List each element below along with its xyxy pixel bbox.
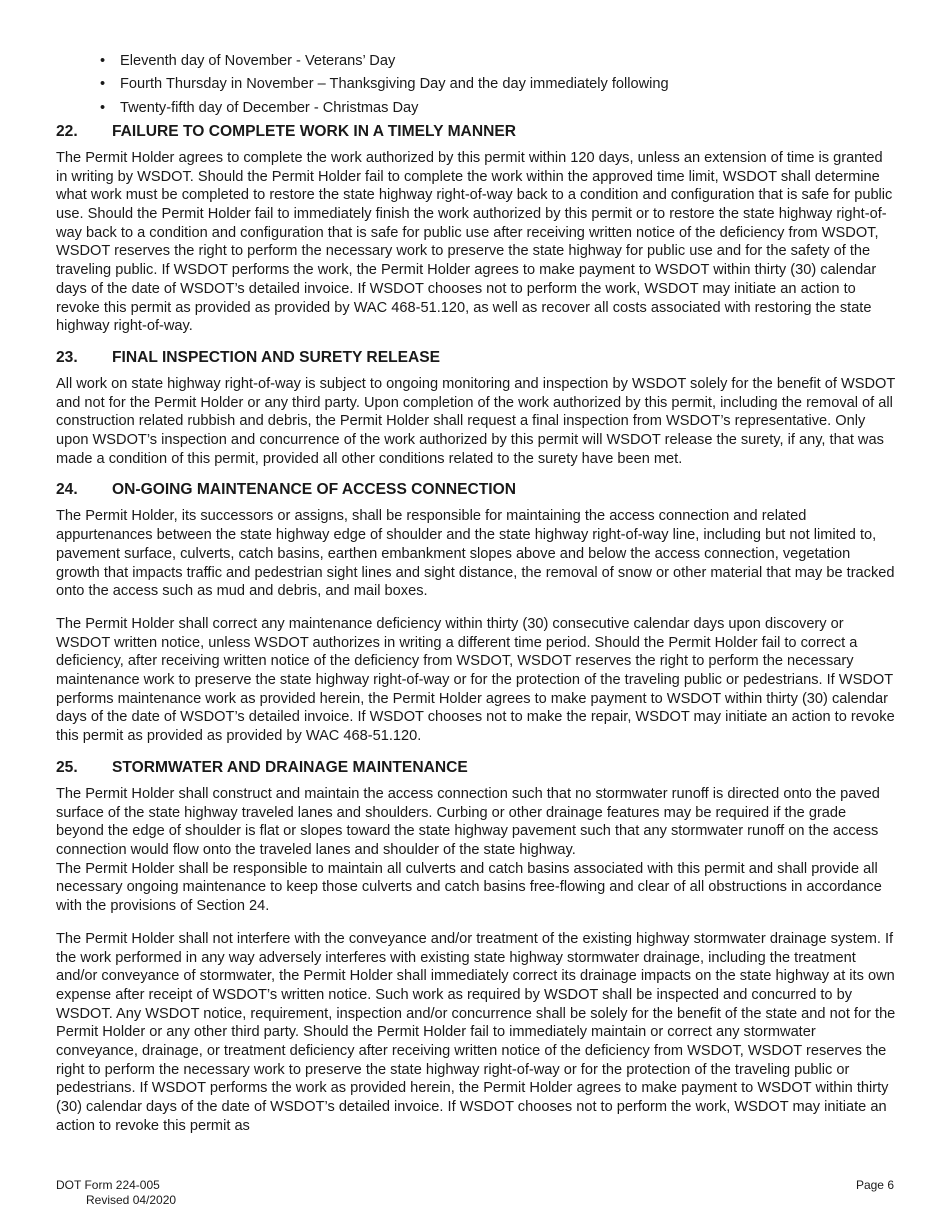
page-number: Page 6: [855, 1178, 894, 1192]
holiday-list: [56, 52, 896, 117]
section-25: [56, 758, 896, 1136]
section-number: 25.: [56, 758, 78, 776]
bullet: •: [100, 76, 106, 93]
bullet: •: [100, 99, 106, 116]
list-item: • Fourth Thursday in November – Thanksgiving Day and the day immediately following: [100, 76, 669, 93]
paragraph: The Permit Holder shall not interfere with the conveyance and/or treatment of the existing highway stormwater drainage system. If the work performed in any way adversely interferes with existing state highway stormwater drainage, including the treatment and/or conveyance of stormwater, the Permit Holder shall immediately correct its drainage impacts on the state highway at its own expense after receipt of WSDOT’s written notice. Such work as required by WSDOT shall be inspected and concurred to by WSDOT. Any WSDOT notice, requirement, inspection and/or concurrence shall be solely for the benefit of the state and not for the Permit Holder or any other third party. Should the Permit Holder fail to immediately maintain or correct any stormwater conveyance, drainage, or treatment deficiency after receiving written notice of the deficiency from WSDOT, WSDOT reserves the right to perform the necessary work to preserve the state highway right-of-way or for the protection of the traveling public or pedestrians. If WSDOT performs the work as provided herein, the Permit Holder agrees to make payment to WSDOT within thirty (30) calendar days of the date of WSDOT’s detailed invoice. If WSDOT chooses not to perform the work, WSDOT may initiate an action to revoke this permit as: [56, 930, 896, 1134]
section-heading: [56, 122, 896, 141]
section-22: [56, 122, 896, 336]
section-23: [56, 348, 896, 469]
revision-date: Revised 04/2020: [86, 1193, 177, 1207]
document-page: [56, 52, 896, 1136]
section-title: FAILURE TO COMPLETE WORK IN A TIMELY MANNER: [112, 122, 517, 140]
section-heading: [56, 348, 896, 367]
list-item: • Twenty-fifth day of December - Christmas Day: [100, 99, 419, 116]
paragraph: The Permit Holder shall correct any maintenance deficiency within thirty (30) consecutive calendar days upon discovery or WSDOT written notice, unless WSDOT authorizes in writing a different time period. Should the Permit Holder fail to correct a deficiency, after receiving written notice of the deficiency from WSDOT, WSDOT reserves the right to perform the necessary maintenance work to preserve the state highway right-of-way or for the protection of the traveling public or pedestrians. If WSDOT performs maintenance work as provided herein, the Permit Holder agrees to make payment to WSDOT within thirty (30) calendar days of the date of WSDOT’s detailed invoice. If WSDOT chooses not to make the repair, WSDOT may initiate an action to revoke this permit as provided as provided by WAC 468-51.120.: [56, 615, 895, 745]
section-number: 24.: [56, 481, 78, 499]
form-number: DOT Form 224-005: [56, 1178, 160, 1192]
paragraph: All work on state highway right-of-way is subject to ongoing monitoring and inspection by WSDOT solely for the benefit of WSDOT and not for the Permit Holder or any third party. Upon completion of the work authorized by this permit, including the removal of all construction related rubbish and debris, the Permit Holder shall request a final inspection from WSDOT’s representative. Only upon WSDOT’s inspection and concurrence of the work authorized by this permit will WSDOT release the surety, if any, that was made a condition of this permit, provided all other conditions related to the surety have been met.: [56, 375, 895, 467]
section-number: 23.: [56, 348, 78, 366]
section-title: ON-GOING MAINTENANCE OF ACCESS CONNECTION: [112, 481, 516, 499]
section-title: STORMWATER AND DRAINAGE MAINTENANCE: [112, 758, 468, 776]
paragraph: The Permit Holder shall construct and maintain the access connection such that no stormwater runoff is directed onto the paved surface of the state highway traveled lanes and shoulders. Curbing or other drainage features may be required if the grade beyond the edge of shoulder is flat or slopes toward the state highway pavement such that any stormwater runoff on the access connection would flow onto the traveled lanes and shoulder of the state highway. The Permit Holder shall be responsible to maintain all culverts and catch basins associated with this permit and shall provide all necessary ongoing maintenance to keep those culverts and catch basins free-flowing and clear of all obstructions in accordance with the provisions of Section 24.: [56, 785, 882, 915]
section-title: FINAL INSPECTION AND SURETY RELEASE: [112, 348, 441, 366]
paragraph: The Permit Holder agrees to complete the work authorized by this permit within 120 days, unless an extension of time is granted in writing by WSDOT. Should the Permit Holder fail to complete the work within the approved time limit, WSDOT shall determine what work must be completed to restore the state highway right-of-way back to a condition and configuration that is safe for public use. Should the Permit Holder fail to immediately finish the work authorized by this permit or to restore the state highway right-of-way back to a condition and configuration that is safe for public use after receiving written notice of the deficiency from WSDOT, WSDOT reserves the right to perform the necessary work to preserve the state highway for public use and for the safety of the traveling public. If WSDOT performs the work, the Permit Holder agrees to make payment to WSDOT within thirty (30) calendar days of the date of WSDOT’s detailed invoice. If WSDOT chooses not to perform the work, WSDOT may initiate an action to revoke this permit as provided as provided by WAC 468-51.120, as well as recover all costs associated with restoring the state highway right-of-way.: [56, 149, 893, 335]
section-heading: [56, 758, 896, 777]
paragraph: The Permit Holder, its successors or assigns, shall be responsible for maintaining the access connection and related appurtenances between the state highway edge of shoulder and the state highway right-of-way line, including but not limited to, pavement surface, culverts, catch basins, earthen embankment slopes above and below the access connection, vegetation growth that impacts traffic and pedestrian sight lines and sight distance, the removal of snow or other material that may be tracked onto the access such as mud and debris, and mail boxes.: [56, 508, 895, 600]
bullet: •: [100, 53, 106, 69]
section-24: [56, 480, 896, 745]
section-heading: [56, 480, 896, 499]
section-number: 22.: [56, 122, 78, 140]
list-item: • Eleventh day of November - Veterans’ Day: [100, 53, 396, 69]
